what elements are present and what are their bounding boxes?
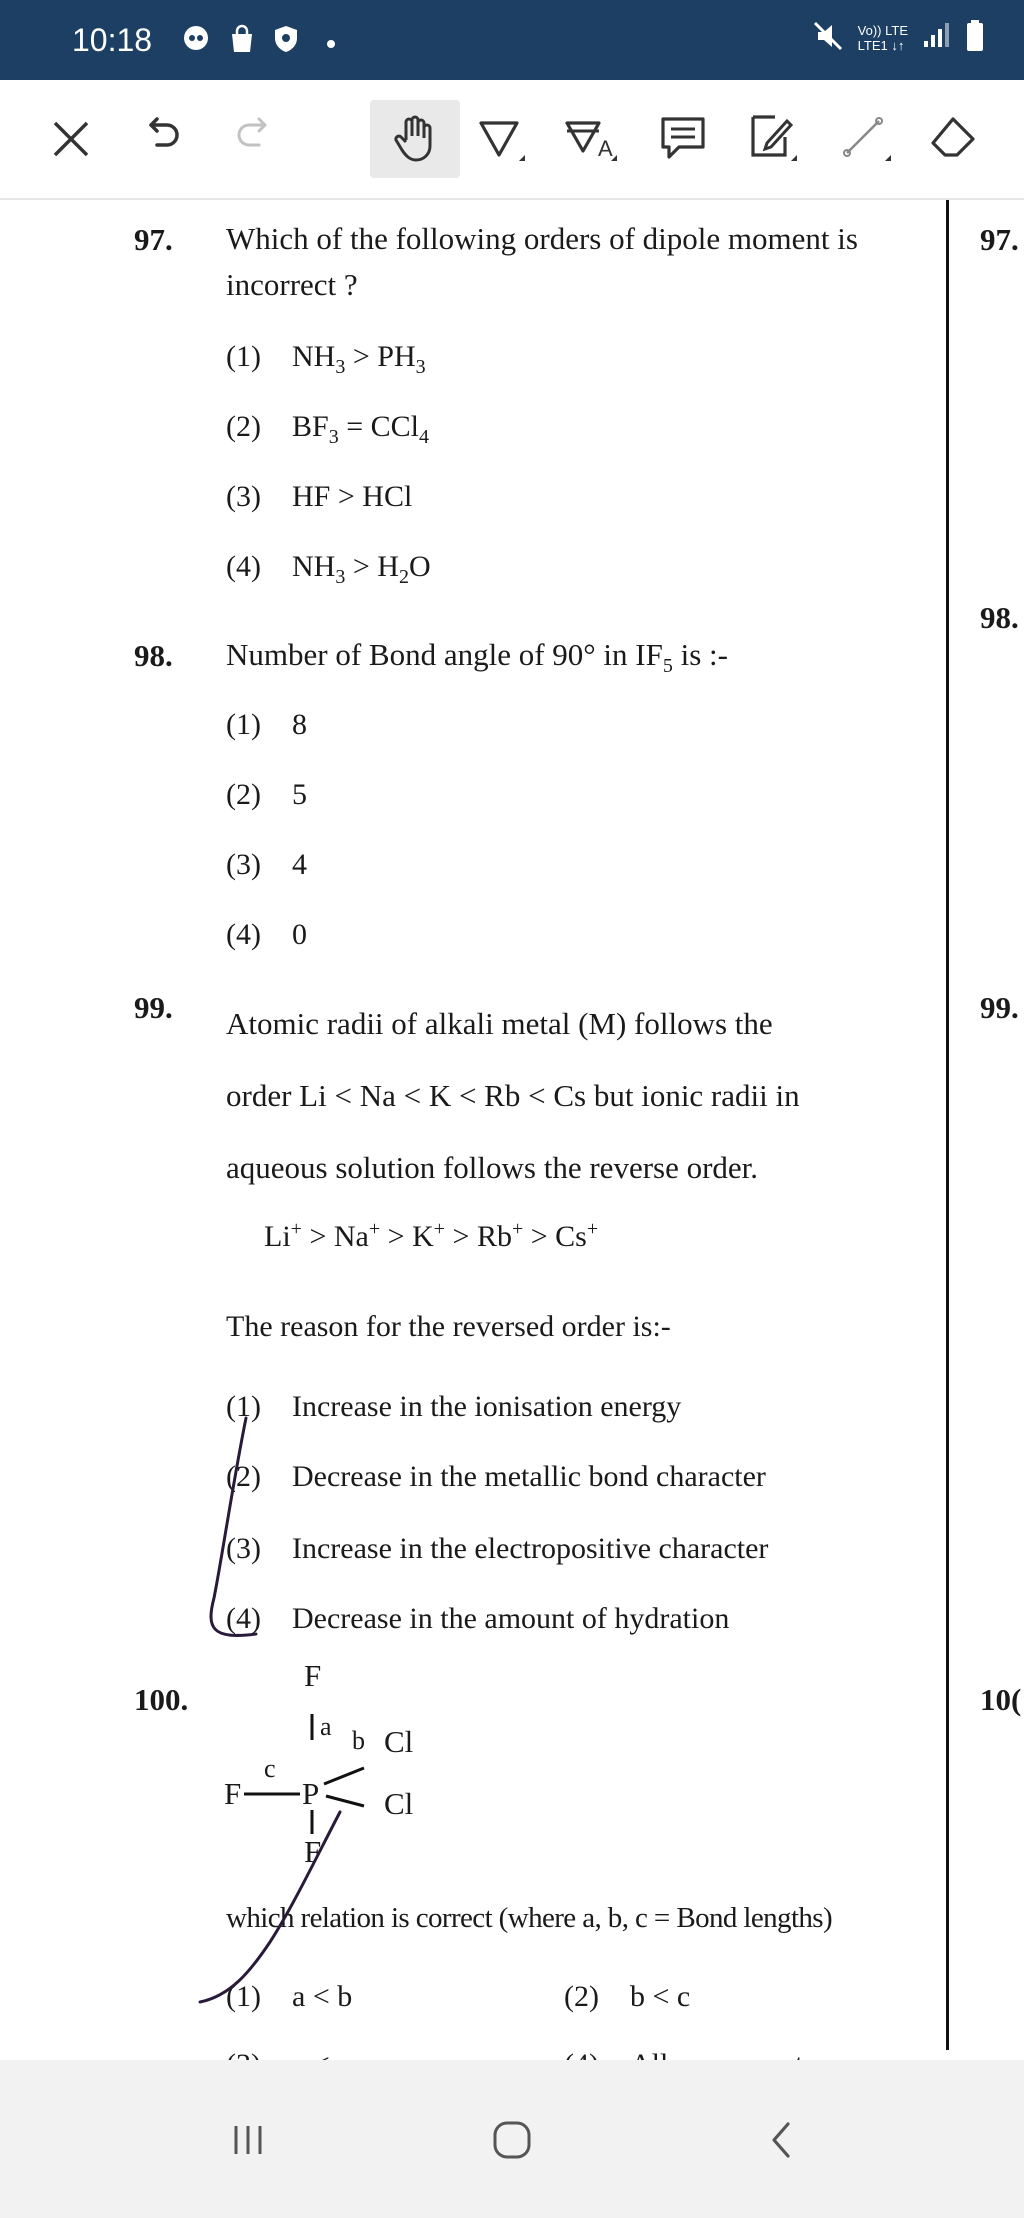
home-button[interactable]	[472, 2110, 552, 2170]
question-100-option-2[interactable]: (2) b < c	[564, 1980, 691, 2013]
recent-apps-button[interactable]	[208, 2110, 288, 2170]
recent-apps-icon	[228, 2120, 268, 2160]
note-edit-button[interactable]	[740, 106, 806, 172]
line-icon	[839, 111, 895, 167]
question-97-option-2[interactable]: (2) $BF_3 = CCl_4$	[226, 410, 429, 448]
back-icon	[762, 2118, 802, 2162]
question-97-number: 97.	[134, 222, 173, 257]
shield-icon	[272, 24, 300, 59]
annotation-toolbar	[0, 80, 1024, 200]
atom-f-left: F	[224, 1776, 242, 1811]
question-98-option-2[interactable]: (2) 5	[226, 778, 307, 811]
undo-icon	[139, 115, 187, 163]
question-97-option-1[interactable]: (1) $NH_3 > PH_3$	[226, 340, 426, 378]
back-button[interactable]	[742, 2110, 822, 2170]
atom-cl-2: Cl	[384, 1786, 414, 1821]
pen-button[interactable]	[470, 106, 536, 172]
comment-button[interactable]	[650, 106, 716, 172]
atom-f-top: F	[304, 1658, 322, 1693]
question-98-option-1[interactable]: (1) 8	[226, 708, 307, 741]
home-icon	[490, 2118, 534, 2162]
right-column-number-97: 97.	[980, 222, 1019, 257]
navigation-bar	[0, 2060, 1024, 2218]
question-99-number: 99.	[134, 990, 173, 1025]
question-99-reason-line: The reason for the reversed order is:-	[226, 1310, 671, 1343]
right-column-number-100: 10(	[980, 1682, 1022, 1717]
highlighter-a-label: A	[598, 136, 613, 161]
pf3cl2-structure-diagram	[224, 1658, 484, 1918]
pen-icon	[475, 111, 531, 167]
text-highlighter-icon	[563, 111, 623, 167]
shopping-bag-icon	[228, 24, 256, 59]
undo-button[interactable]	[130, 106, 196, 172]
question-98-option-4[interactable]: (4) 0	[226, 918, 307, 951]
question-97-text: Which of the following orders of dipole moment is incorrect ?	[226, 221, 858, 302]
question-98-option-3[interactable]: (3) 4	[226, 848, 307, 881]
hand-pan-icon	[392, 114, 438, 164]
question-100-number: 100.	[134, 1682, 189, 1717]
question-99-option-4[interactable]: (4) Decrease in the amount of hydration	[226, 1602, 730, 1635]
status-bar	[0, 0, 1024, 80]
mute-icon	[812, 20, 844, 55]
question-99-text: Atomic radii of alkali metal (M) follows the order Li < Na < K < Rb < Cs but ionic radii in aqueous solution follows the reverse order.	[226, 1006, 800, 1185]
dot-icon	[326, 36, 336, 54]
status-right-group	[812, 20, 984, 55]
question-100-text: which relation is correct (where a, b, c = Bond lengths)	[226, 1902, 833, 1934]
question-98-number: 98.	[134, 638, 173, 673]
question-99-option-2[interactable]: (2) Decrease in the metallic bond character	[226, 1460, 766, 1493]
eraser-button[interactable]	[920, 106, 986, 172]
right-column-number-99: 99.	[980, 990, 1019, 1025]
comment-icon	[657, 113, 709, 165]
network-label: Vo)) LTE LTE1 ↓↑	[857, 22, 908, 53]
question-99-option-1[interactable]: (1) Increase in the ionisation energy	[226, 1390, 682, 1423]
redo-button[interactable]	[220, 106, 286, 172]
atom-cl-1: Cl	[384, 1724, 414, 1759]
question-100-option-1[interactable]: (1) a < b	[226, 1980, 353, 2013]
bond-label-b: b	[352, 1726, 365, 1755]
battery-icon	[966, 20, 984, 55]
question-99-ionic-order: Li+ > Na+ > K+ > Rb+ > Cs+	[264, 1218, 599, 1253]
document-page	[0, 198, 1024, 2058]
text-highlighter-button[interactable]	[560, 106, 626, 172]
question-97-option-3[interactable]: (3) HF > HCl	[226, 480, 413, 513]
hand-pan-button[interactable]	[370, 100, 460, 178]
signal-icon	[922, 23, 952, 52]
eraser-icon	[927, 113, 979, 165]
close-icon	[49, 117, 93, 161]
line-tool-button[interactable]	[834, 106, 900, 172]
notification-app-icon	[182, 24, 210, 57]
status-time: 10:18	[72, 22, 153, 58]
question-97-option-4[interactable]: (4) $NH_3 > H_2O$	[226, 550, 431, 588]
bond-label-a: a	[320, 1712, 332, 1741]
atom-p-center: P	[302, 1776, 320, 1811]
atom-f-bottom: F	[304, 1834, 322, 1869]
right-column-number-98: 98.	[980, 600, 1019, 635]
column-divider	[946, 200, 949, 2050]
close-button[interactable]	[38, 106, 104, 172]
question-99-option-3[interactable]: (3) Increase in the electropositive character	[226, 1532, 769, 1565]
redo-icon	[229, 115, 277, 163]
bond-lines	[224, 1658, 484, 1918]
question-98-text: Number of Bond angle of 90° in $IF_5$ is :-	[226, 637, 728, 678]
bond-label-c: c	[264, 1754, 276, 1783]
note-edit-icon	[745, 111, 801, 167]
